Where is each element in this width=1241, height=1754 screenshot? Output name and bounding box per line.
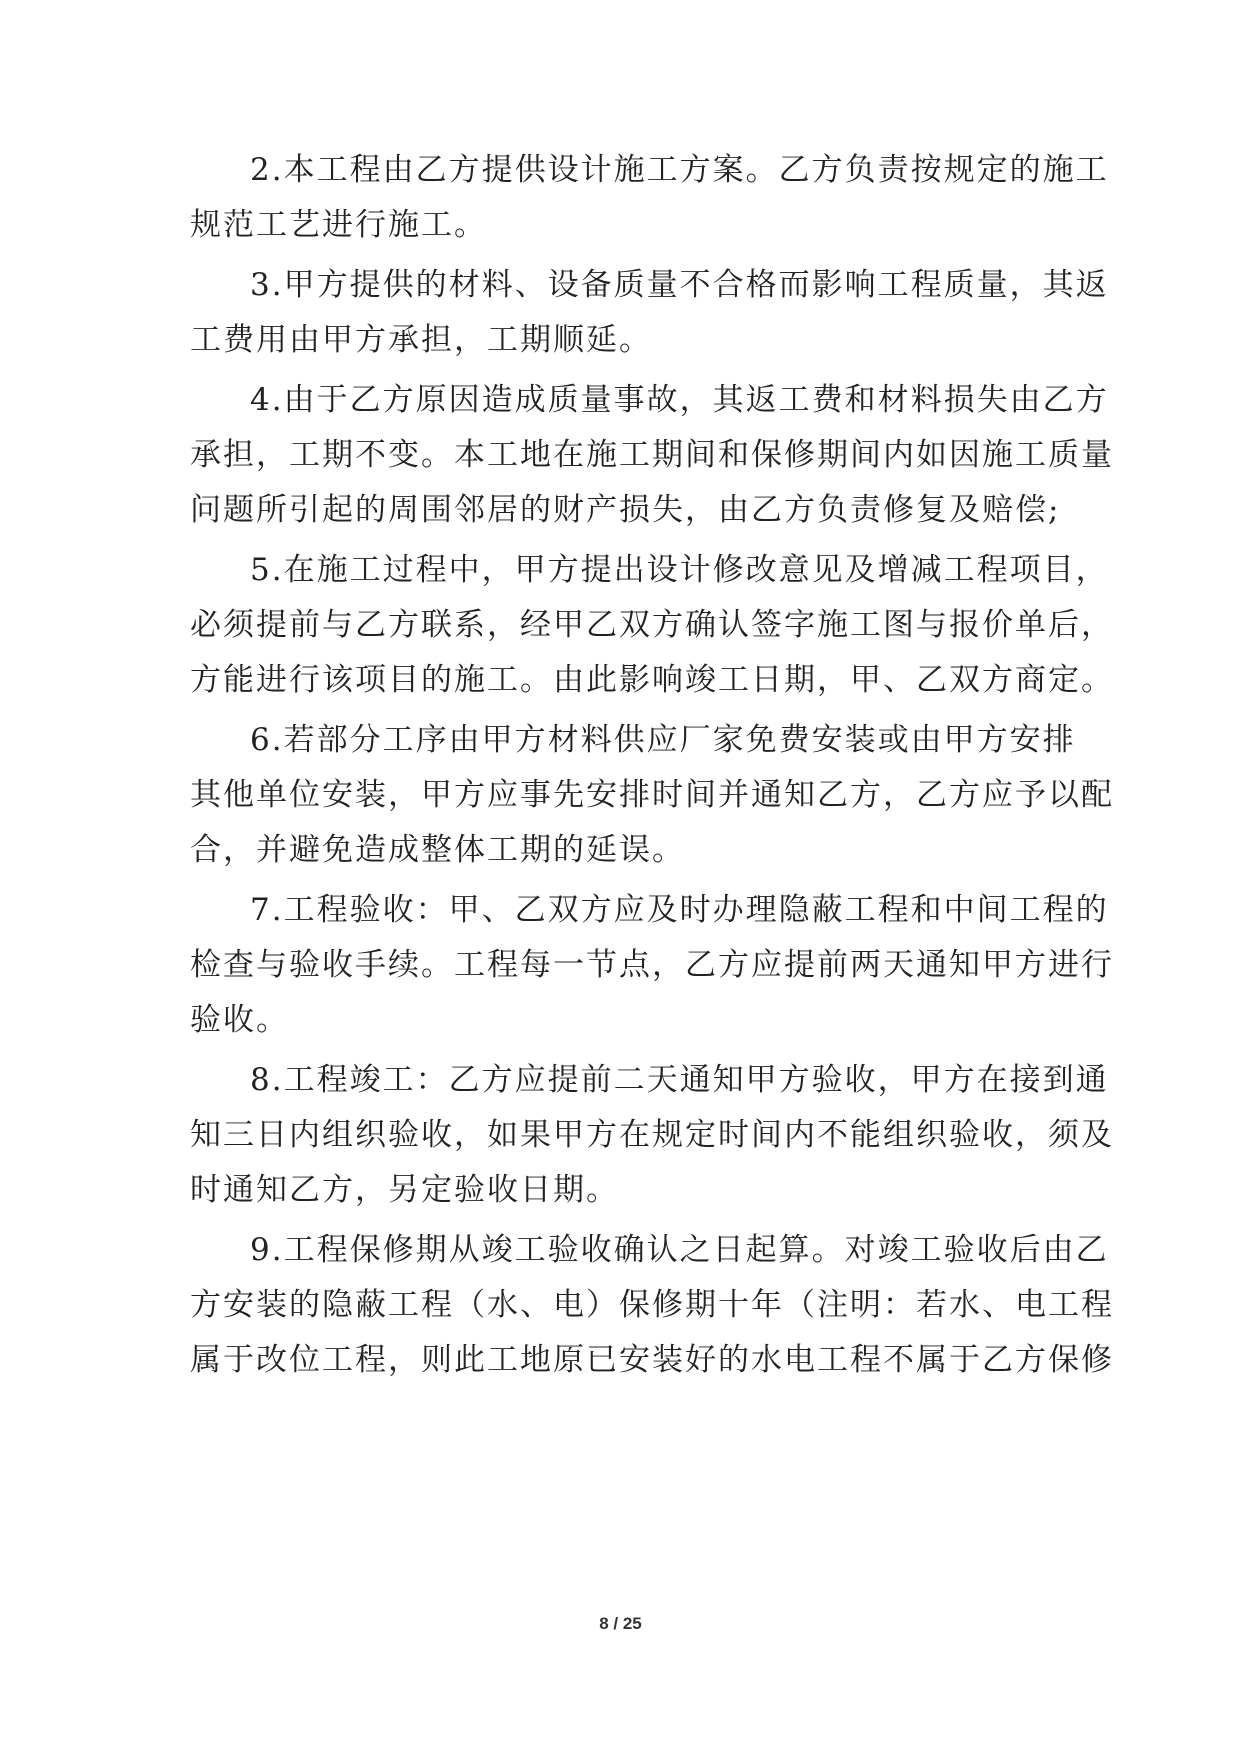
- paragraph-8-line-1: 8.工程竣工：乙方应提前二天通知甲方验收，甲方在接到通: [250, 1062, 1109, 1098]
- paragraph-8-line-3: 时通知乙方，另定验收日期。: [190, 1172, 619, 1208]
- paragraph-4-line-1: 4.由于乙方原因造成质量事故，其返工费和材料损失由乙方: [250, 382, 1109, 418]
- paragraph-4-line-2: 承担，工期不变。本工地在施工期间和保修期间内如因施工质量: [190, 437, 1114, 473]
- paragraph-9-line-2: 方安装的隐蔽工程（水、电）保修期十年（注明：若水、电工程: [190, 1287, 1114, 1323]
- paragraph-8-line-2: 知三日内组织验收，如果甲方在规定时间内不能组织验收，须及: [190, 1117, 1114, 1153]
- paragraph-7-line-2: 检查与验收手续。工程每一节点，乙方应提前两天通知甲方进行: [190, 947, 1114, 983]
- paragraph-6-line-3: 合，并避免造成整体工期的延误。: [190, 832, 685, 868]
- paragraph-6-line-1: 6.若部分工序由甲方材料供应厂家免费安装或由甲方安排: [250, 722, 1076, 758]
- paragraph-2-line-1: 2.本工程由乙方提供设计施工方案。乙方负责按规定的施工: [250, 152, 1109, 188]
- paragraph-5-line-2: 必须提前与乙方联系，经甲乙双方确认签字施工图与报价单后，: [190, 607, 1114, 643]
- paragraph-5-line-3: 方能进行该项目的施工。由此影响竣工日期，甲、乙双方商定。: [190, 662, 1114, 698]
- paragraph-7-line-1: 7.工程验收：甲、乙双方应及时办理隐蔽工程和中间工程的: [250, 892, 1109, 928]
- paragraph-3-line-2: 工费用由甲方承担，工期顺延。: [190, 322, 652, 358]
- paragraph-6-line-2: 其他单位安装，甲方应事先安排时间并通知乙方，乙方应予以配: [190, 777, 1114, 813]
- paragraph-5-line-1: 5.在施工过程中，甲方提出设计修改意见及增减工程项目，: [250, 552, 1109, 588]
- page-number: 8 / 25: [599, 1614, 642, 1633]
- paragraph-4-line-3: 问题所引起的周围邻居的财产损失，由乙方负责修复及赔偿;: [190, 492, 1061, 528]
- paragraph-9-line-3: 属于改位工程，则此工地原已安装好的水电工程不属于乙方保修: [190, 1342, 1114, 1378]
- paragraph-7-line-3: 验收。: [190, 1002, 289, 1038]
- paragraph-3-line-1: 3.甲方提供的材料、设备质量不合格而影响工程质量，其返: [250, 267, 1109, 303]
- paragraph-2-line-2: 规范工艺进行施工。: [190, 207, 487, 243]
- paragraph-9-line-1: 9.工程保修期从竣工验收确认之日起算。对竣工验收后由乙: [250, 1232, 1109, 1268]
